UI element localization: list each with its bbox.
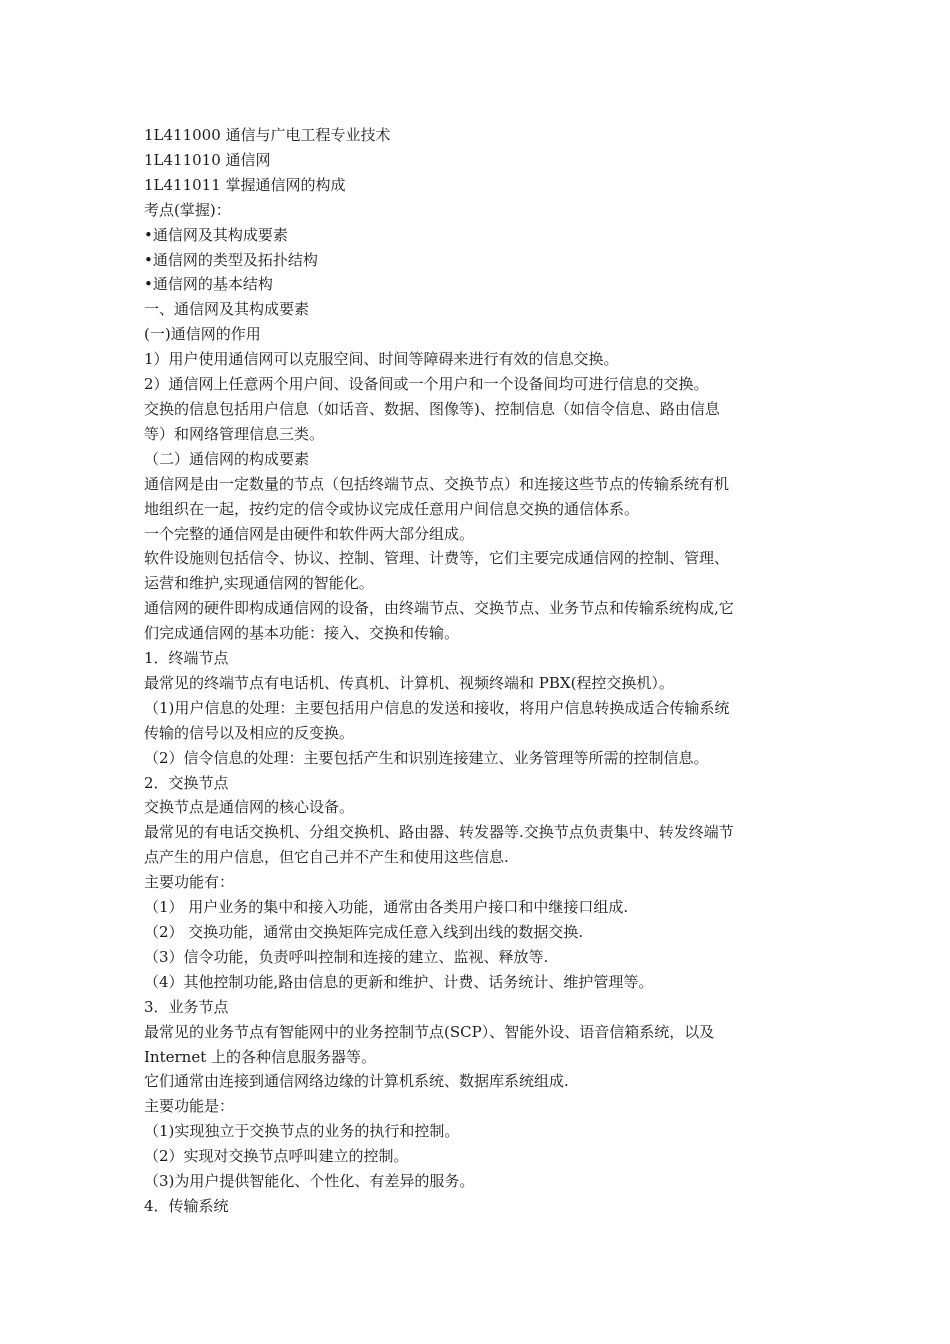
text-line: 一个完整的通信网是由硬件和软件两大部分组成。 — [144, 524, 475, 543]
text-line: （2） 交换功能，通常由交换矩阵完成任意入线到出线的数据交换. — [144, 923, 584, 941]
numbered-heading: 2．交换节点 — [144, 773, 229, 792]
text-line: 1）用户使用通信网可以克服空间、时间等障碍来进行有效的信息交换。 — [144, 350, 619, 369]
text-line: （3）信令功能，负责呼叫控制和连接的建立、监视、释放等. — [144, 947, 549, 966]
numbered-heading: 4．传输系统 — [144, 1196, 229, 1215]
text-line: （4）其他控制功能,路由信息的更新和维护、计费、话务统计、维护管理等。 — [144, 972, 654, 991]
text-line: 运营和维护,实现通信网的智能化。 — [144, 574, 374, 593]
text-line: （2）信令信息的处理：主要包括产生和识别连接建立、业务管理等所需的控制信息。 — [144, 748, 709, 767]
document-body — [144, 123, 808, 1219]
text-line: 主要功能是： — [144, 1097, 235, 1116]
bullet-item: •通信网的基本结构 — [144, 275, 273, 294]
bullet-item: •通信网及其构成要素 — [144, 225, 288, 244]
text-line: 2）通信网上任意两个用户间、设备间或一个用户和一个设备间均可进行信息的交换。 — [144, 375, 709, 394]
text-line: （1） 用户业务的集中和接入功能，通常由各类用户接口和中继接口组成. — [144, 898, 629, 917]
text-line: （2）实现对交换节点呼叫建立的控制。 — [144, 1147, 409, 1166]
text-line: 地组织在一起，按约定的信令或协议完成任意用户间信息交换的通信体系。 — [144, 499, 640, 518]
numbered-heading: 1．终端节点 — [144, 649, 229, 668]
text-line: 最常见的业务节点有智能网中的业务控制节点(SCP）、智能外设、语音信箱系统，以及 — [144, 1022, 715, 1041]
text-line: 软件设施则包括信令、协议、控制、管理、计费等，它们主要完成通信网的控制、管理、 — [144, 549, 730, 568]
text-line: （1)用户信息的处理：主要包括用户信息的发送和接收，将用户信息转换成适合传输系统 — [144, 698, 730, 717]
text-line: 最常见的终端节点有电话机、传真机、计算机、视频终端和 PBX(程控交换机）。 — [144, 673, 674, 692]
section-heading: 一、通信网及其构成要素 — [144, 300, 310, 319]
text-line: 交换的信息包括用户信息（如话音、数据、图像等)、控制信息（如信令信息、路由信息 — [144, 399, 720, 418]
text-line: （1)实现独立于交换节点的业务的执行和控制。 — [144, 1122, 460, 1141]
text-line: 等）和网络管理信息三类。 — [144, 424, 325, 443]
heading-topic-code: 1L411011 掌握通信网的构成 — [144, 175, 346, 194]
text-line: 它们通常由连接到通信网络边缘的计算机系统、数据库系统组成. — [144, 1072, 569, 1091]
text-line: 通信网是由一定数量的节点（包括终端节点、交换节点）和连接这些节点的传输系统有机 — [144, 474, 730, 493]
heading-course-code: 1L411000 通信与广电工程专业技术 — [144, 126, 391, 144]
text-line: 主要功能有： — [144, 873, 235, 892]
text-line: （3)为用户提供智能化、个性化、有差异的服务。 — [144, 1172, 475, 1191]
text-line: 点产生的用户信息，但它自己并不产生和使用这些信息. — [144, 848, 509, 867]
exam-points-label: 考点(掌握)： — [144, 200, 231, 219]
subsection-heading: (一)通信网的作用 — [144, 325, 261, 344]
text-line: 们完成通信网的基本功能：接入、交换和传输。 — [144, 624, 460, 643]
numbered-heading: 3．业务节点 — [144, 997, 229, 1016]
text-line: 通信网的硬件即构成通信网的设备，由终端节点、交换节点、业务节点和传输系统构成,它 — [144, 599, 734, 618]
text-line: 传输的信号以及相应的反变换。 — [144, 723, 355, 742]
text-line: 最常见的有电话交换机、分组交换机、路由器、转发器等.交换节点负责集中、转发终端节 — [144, 823, 734, 842]
subsection-heading: （二）通信网的构成要素 — [144, 449, 310, 468]
bullet-item: •通信网的类型及拓扑结构 — [144, 250, 318, 269]
text-line: 交换节点是通信网的核心设备。 — [144, 798, 355, 817]
heading-section-code: 1L411010 通信网 — [144, 150, 271, 169]
text-line: Internet 上的各种信息服务器等。 — [144, 1047, 376, 1066]
